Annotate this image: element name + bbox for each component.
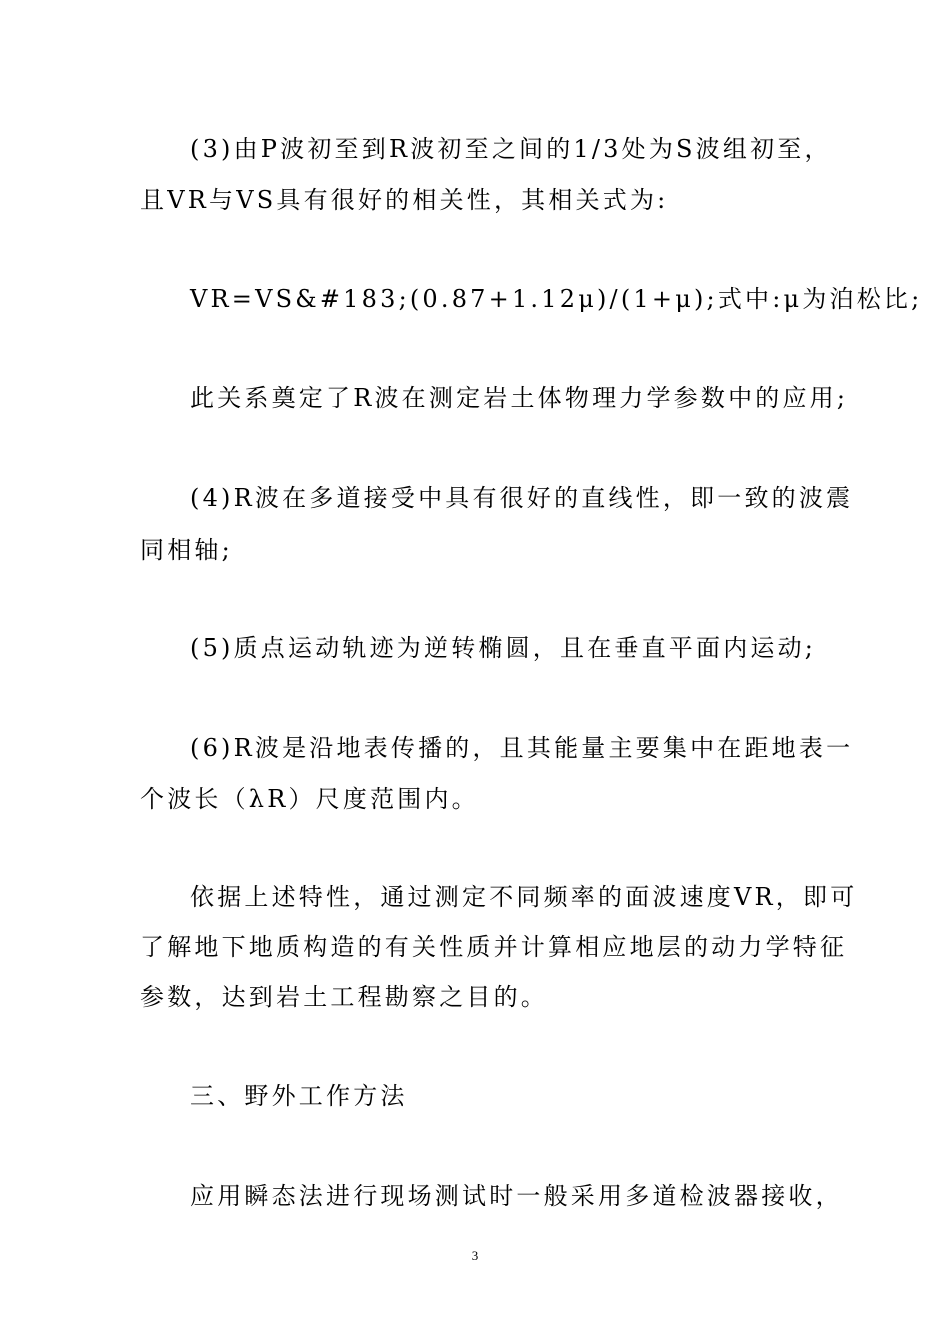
field-method-line: 应用瞬态法进行现场测试时一般采用多道检波器接收， xyxy=(190,1182,843,1210)
paragraph-6-line-1: (6)R波是沿地表传播的，且其能量主要集中在距地表一 xyxy=(190,734,854,762)
application-line: 此关系奠定了R波在测定岩土体物理力学参数中的应用; xyxy=(190,384,849,412)
paragraph-4-line-2: 同相轴; xyxy=(140,536,233,564)
section-heading: 三、野外工作方法 xyxy=(190,1082,408,1110)
paragraph-4-line-1: (4)R波在多道接受中具有很好的直线性，即一致的波震 xyxy=(190,484,854,512)
formula-line: VR=VS&#183;(0.87+1.12μ)/(1+μ);式中:μ为泊松比; xyxy=(190,285,923,313)
page-number: 3 xyxy=(471,1248,479,1263)
conclusion-line-3: 参数，达到岩土工程勘察之目的。 xyxy=(140,983,548,1011)
paragraph-6-line-2: 个波长（λR）尺度范围内。 xyxy=(140,785,479,813)
conclusion-line-1: 依据上述特性，通过测定不同频率的面波速度VR，即可 xyxy=(190,883,858,911)
conclusion-line-2: 了解地下地质构造的有关性质并计算相应地层的动力学特征 xyxy=(140,933,848,961)
paragraph-5-line: (5)质点运动轨迹为逆转椭圆，且在垂直平面内运动; xyxy=(190,634,817,662)
paragraph-3-line-1: (3)由P波初至到R波初至之间的1/3处为S波组初至， xyxy=(190,135,832,163)
paragraph-3-line-2: 且VR与VS具有很好的相关性，其相关式为: xyxy=(140,186,669,214)
